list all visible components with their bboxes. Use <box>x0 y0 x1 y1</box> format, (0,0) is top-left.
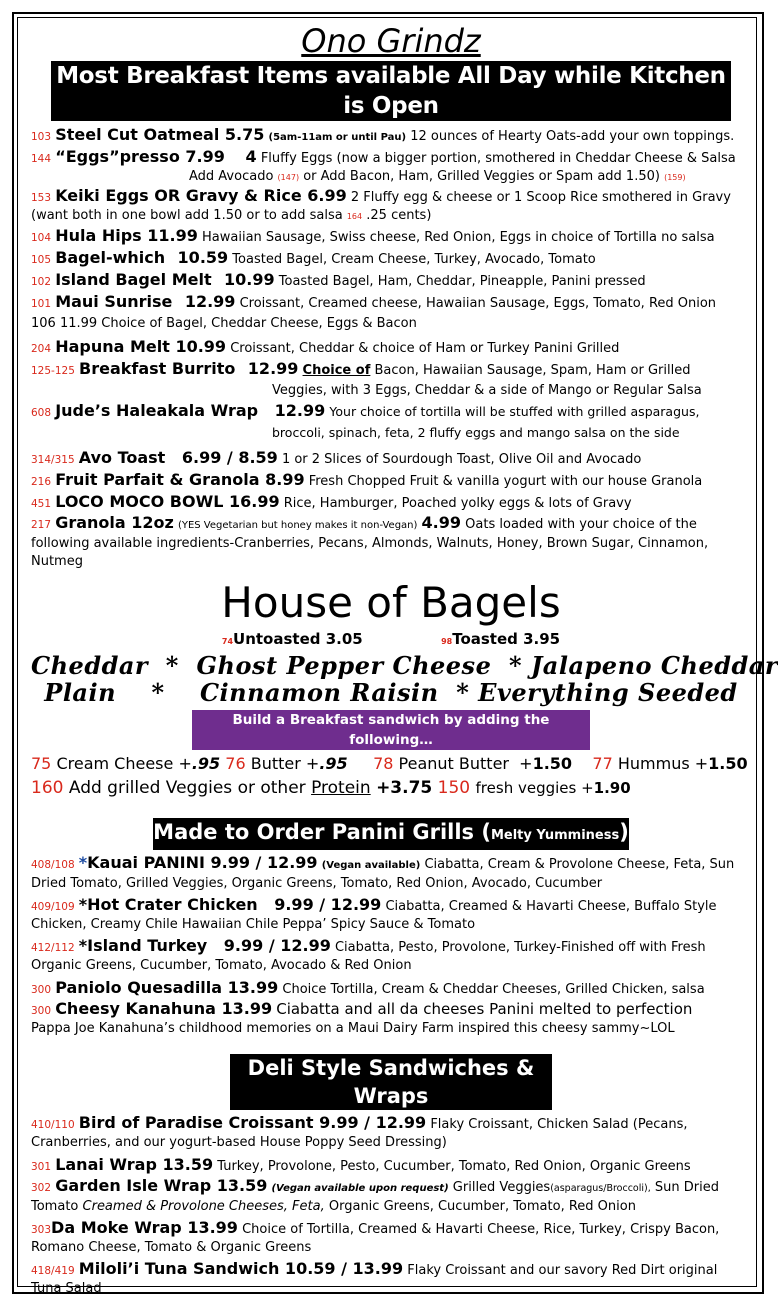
item-number: 303 <box>31 1224 52 1236</box>
item-number: 153 <box>31 192 52 204</box>
item-description: Choice of Tortilla, Creamed & Havarti Cheese, Rice, Turkey, Crispy Bacon, Romano Cheese, Tomato & Organic Greens <box>31 1222 720 1255</box>
addon-label: Peanut Butter + <box>398 754 533 773</box>
addon-price: .95 <box>319 754 348 773</box>
menu-item-hot-crater-chicken <box>31 896 751 934</box>
item-number: 125-125 <box>31 365 75 377</box>
addon-number: 77 <box>592 754 613 773</box>
item-description: Grilled Veggies <box>452 1180 551 1195</box>
item-name: Jude’s Haleakala Wrap <box>55 401 259 420</box>
addon-price: 1.90 <box>593 779 631 797</box>
bagel-addons-line-1 <box>31 752 751 776</box>
item-description: Toasted Bagel, Ham, Cheddar, Pineapple, Panini pressed <box>278 274 646 289</box>
item-price: 4.99 <box>421 513 462 532</box>
menu-item-avo-toast <box>31 448 751 470</box>
menu-item-breakfast-burrito <box>31 359 751 401</box>
menu-item-kauai-panini <box>31 854 751 893</box>
addon-label: Hummus + <box>617 754 709 773</box>
item-name: Hapuna Melt 10.99 <box>55 337 227 356</box>
item-name: Hula Hips 11.99 <box>55 226 198 245</box>
addon-label: fresh veggies + <box>475 779 594 797</box>
item-addon-number: (159) <box>664 173 686 182</box>
item-number: 302 <box>31 1182 52 1194</box>
item-description: Rice, Hamburger, Poached yolky eggs & lots of Gravy <box>283 496 632 511</box>
item-description: Ciabatta and all da cheeses Panini melted to perfection <box>276 1000 693 1018</box>
bagels-section-title: House of Bagels <box>221 578 561 627</box>
item-description: Turkey, Provolone, Pesto, Cucumber, Tomato, Red Onion, Organic Greens <box>217 1159 691 1174</box>
menu-item-hapuna-melt <box>31 337 751 359</box>
item-number: 101 <box>31 298 52 310</box>
addon-label: Cream Cheese + <box>56 754 192 773</box>
item-description: Croissant, Cheddar & choice of Ham or Turkey Panini Grilled <box>230 341 620 356</box>
item-number: 412/112 <box>31 942 75 954</box>
item-description: Ciabatta, Creamed & Havarti Cheese, Buffalo Style Chicken, Creamy Chile Hawaiian Chile Peppa’ Spicy Sauce & Tomato <box>31 899 717 932</box>
item-description-cont: Sun Dried Tomato <box>31 1180 719 1214</box>
menu-item-bagel-which <box>31 248 751 270</box>
item-number: 418/419 <box>31 1265 75 1277</box>
item-price: 12.99 <box>247 359 299 378</box>
item-quantity: 4 <box>245 147 257 166</box>
addon-number: 75 <box>31 754 52 773</box>
item-name: Fruit Parfait & Granola 8.99 <box>55 470 305 489</box>
addon-price: .95 <box>191 754 221 773</box>
item-description: Croissant, Creamed cheese, Hawaiian Sausage, Eggs, Tomato, Red Onion <box>239 296 717 311</box>
item-story: Pappa Joe Kanahuna’s childhood memories on a Maui Dairy Farm inspired this cheesy sammy~LOL <box>31 1021 675 1036</box>
item-name: Maui Sunrise <box>55 292 173 311</box>
bagel-prices <box>31 629 751 652</box>
menu-content <box>31 22 778 1298</box>
item-price: 6.99 / 8.59 <box>181 448 278 467</box>
item-description: Choice Tortilla, Cream & Cheddar Cheeses, Grilled Chicken, salsa <box>282 982 705 997</box>
menu-item-cheesy-kanahuna <box>31 1000 751 1038</box>
item-note: (Vegan available upon request) <box>271 1183 449 1194</box>
addon-label: Add grilled Veggies or other <box>68 778 306 798</box>
bagel-flavors-line-2: Plain * Cinnamon Raisin * Everything Seeded <box>44 678 738 707</box>
item-price: 9.99 / 12.99 <box>223 936 331 955</box>
item-name: “Eggs”presso 7.99 <box>55 147 225 166</box>
addon-number: 150 <box>437 778 471 798</box>
panini-banner-text: Made to Order Panini Grills ( <box>153 820 491 844</box>
menu-item-granola <box>31 514 751 571</box>
item-price: 10.99 <box>224 270 275 289</box>
menu-item-island-bagel-melt <box>31 270 751 292</box>
item-number: 409/109 <box>31 901 75 913</box>
item-number: 204 <box>31 343 52 355</box>
item-number: 216 <box>31 476 52 488</box>
item-description: Oats loaded with your choice of the following available ingredients-Cranberries, Pecans, Almonds, Walnuts, Honey, Brown Sugar, Cinnamon, Nutmeg <box>31 517 709 569</box>
addon-price: 1.50 <box>708 754 748 773</box>
menu-item-keiki-eggs <box>31 187 751 226</box>
menu-item-fruit-parfait <box>31 470 751 492</box>
item-number: 103 <box>31 131 52 143</box>
item-number: 300 <box>31 984 52 996</box>
item-description: 1 or 2 Slices of Sourdough Toast, Olive Oil and Avocado <box>281 452 642 467</box>
menu-item-loco-moco-bowl <box>31 492 751 514</box>
item-name: Granola 12oz <box>55 513 174 532</box>
item-name: Breakfast Burrito <box>79 359 236 378</box>
restaurant-name: Ono Grindz <box>301 22 481 60</box>
item-choice-of: Choice of <box>302 363 371 378</box>
item-number: 104 <box>31 232 52 244</box>
addon-protein: Protein <box>311 778 371 798</box>
item-number: 301 <box>31 1161 52 1173</box>
item-price: 12.99 <box>184 292 236 311</box>
menu-item-eggspresso <box>31 148 751 187</box>
item-name: *Hot Crater Chicken <box>78 895 258 914</box>
item-number: 451 <box>31 498 52 510</box>
item-description: 12 ounces of Hearty Oats-add your own toppings. <box>410 129 735 144</box>
addon-price: 1.50 <box>532 754 573 773</box>
item-description: Flaky Croissant, Chicken Salad (Pecans, Cranberries, and our yogurt-based House Poppy Seed Dressing) <box>31 1117 688 1150</box>
bagel-flavors-line-1: Cheddar * Ghost Pepper Cheese * Jalapeno Cheddar <box>31 651 778 680</box>
item-name: Steel Cut Oatmeal 5.75 <box>55 125 265 144</box>
menu-item-hula-hips <box>31 226 751 248</box>
menu-item-paniolo-quesadilla <box>31 978 751 1000</box>
item-number: 217 <box>31 519 52 531</box>
item-name: Bird of Paradise Croissant 9.99 / 12.99 <box>78 1113 427 1132</box>
bagel-addons-line-2 <box>31 776 751 800</box>
item-price: 9.99 / 12.99 <box>274 895 382 914</box>
item-description: Ciabatta, Cream & Provolone Cheese, Feta, Sun Dried Tomato, Grilled Veggies, Organic Greens, Tomato, Red Onion, Avocado, Cucumber <box>31 857 735 891</box>
menu-item-maui-sunrise <box>31 292 751 334</box>
item-description: Flaky Croissant and our savory Red Dirt original <box>407 1263 718 1278</box>
item-name: Avo Toast <box>78 448 166 467</box>
item-number: 144 <box>31 153 52 165</box>
menu-item-lanai-wrap <box>31 1155 751 1177</box>
item-addon-number: 164 <box>346 212 363 221</box>
build-sandwich-banner: Build a Breakfast sandwich by adding the following… <box>192 710 590 750</box>
item-number: 102 <box>31 276 52 288</box>
item-description: Toasted Bagel, Cream Cheese, Turkey, Avocado, Tomato <box>232 252 596 267</box>
item-addon-extras: or Add Bacon, Ham, Grilled Veggies or Spam add 1.50) <box>303 169 660 184</box>
item-number: 105 <box>31 254 52 266</box>
item-bagel-variant: 106 11.99 Choice of Bagel, Cheddar Cheese, Eggs & Bacon <box>31 316 417 331</box>
item-name: Island Bagel Melt <box>55 270 212 289</box>
item-name: Kauai PANINI 9.99 / 12.99 <box>87 853 318 872</box>
item-price: 10.59 <box>177 248 229 267</box>
panini-banner-close: ) <box>619 820 629 844</box>
item-description-end: .25 cents) <box>366 208 432 223</box>
menu-item-island-turkey <box>31 937 751 975</box>
item-description-cont: Tuna Salad <box>31 1281 102 1296</box>
item-description-italic: Creamed & Provolone Cheeses, Feta, <box>82 1199 325 1214</box>
all-day-banner: Most Breakfast Items available All Day while Kitchen is Open <box>51 61 731 121</box>
item-name: Cheesy Kanahuna 13.99 <box>55 999 273 1018</box>
panini-section-banner <box>153 818 629 850</box>
item-star: * <box>78 853 88 872</box>
menu-item-steel-cut-oatmeal <box>31 125 751 148</box>
addon-number: 76 <box>225 754 246 773</box>
item-name: Lanai Wrap 13.59 <box>55 1155 214 1174</box>
item-number: 608 <box>31 407 52 419</box>
item-note: (Vegan available) <box>321 860 421 871</box>
menu-item-garden-isle-wrap <box>31 1177 751 1216</box>
item-name: *Island Turkey <box>78 936 208 955</box>
item-name: Keiki Eggs OR Gravy & Rice 6.99 <box>55 186 347 205</box>
item-description-small: (asparagus/Broccoli), <box>550 1183 651 1194</box>
item-note: (YES Vegetarian but honey makes it non-Vegan) <box>177 520 418 531</box>
menu-item-da-moke-wrap <box>31 1219 751 1257</box>
item-description: 2 Fluffy egg & cheese or 1 Scoop Rice smothered in Gravy (want both in one bowl add 1.50 or to add salsa <box>31 190 731 223</box>
item-number: 314/315 <box>31 454 75 466</box>
item-name: Garden Isle Wrap 13.59 <box>55 1176 268 1195</box>
item-name: Bagel-which <box>55 248 166 267</box>
menu-item-miloli-tuna-sandwich <box>31 1260 751 1298</box>
item-price: 12.99 <box>274 401 326 420</box>
panini-banner-subtext: Melty Yumminess <box>490 828 620 843</box>
addon-price: +3.75 <box>376 778 433 798</box>
item-number: 410/110 <box>31 1119 75 1131</box>
item-description: Ciabatta, Pesto, Provolone, Turkey-Finished off with Fresh Organic Greens, Cucumber, Tomato, Avocado & Red Onion <box>31 940 706 973</box>
item-name: Miloli’i Tuna Sandwich 10.59 / 13.99 <box>78 1259 404 1278</box>
item-number: 300 <box>31 1005 52 1017</box>
item-description: Hawaiian Sausage, Swiss cheese, Red Onion, Eggs in choice of Tortilla no salsa <box>202 230 715 245</box>
item-number: 74 <box>221 637 234 646</box>
item-name: Paniolo Quesadilla 13.99 <box>55 978 279 997</box>
item-addon-number: (147) <box>277 173 300 182</box>
deli-section-banner: Deli Style Sandwiches & Wraps <box>230 1054 552 1110</box>
menu-item-judes-haleakala-wrap <box>31 401 751 444</box>
item-description: Fresh Chopped Fruit & vanilla yogurt with our house Granola <box>308 474 703 489</box>
item-addon-avocado: Add Avocado <box>189 169 274 184</box>
item-number: 408/108 <box>31 859 75 871</box>
addon-number: 160 <box>31 778 64 798</box>
item-number: 98 <box>441 637 453 646</box>
addon-number: 78 <box>373 754 394 773</box>
item-description-end: Organic Greens, Cucumber, Tomato, Red Onion <box>328 1199 636 1214</box>
menu-item-bird-of-paradise <box>31 1114 751 1152</box>
toasted-price: Toasted 3.95 <box>452 630 561 648</box>
item-description: Your choice of tortilla will be stuffed with grilled asparagus, <box>329 404 700 419</box>
untoasted-price: Untoasted 3.05 <box>233 630 363 648</box>
item-description-cont: broccoli, spinach, feta, 2 fluffy eggs and mango salsa on the side <box>272 425 680 440</box>
addon-label: Butter + <box>250 754 320 773</box>
item-note: (5am-11am or until Pau) <box>268 132 407 143</box>
item-description: Bacon, Hawaiian Sausage, Spam, Ham or Grilled <box>374 363 691 378</box>
item-description-cont: Veggies, with 3 Eggs, Cheddar & a side of Mango or Regular Salsa <box>272 383 702 398</box>
item-name: LOCO MOCO BOWL 16.99 <box>55 492 280 511</box>
item-name: Da Moke Wrap 13.99 <box>51 1218 238 1237</box>
item-description: Fluffy Eggs (now a bigger portion, smothered in Cheddar Cheese & Salsa <box>260 151 736 166</box>
